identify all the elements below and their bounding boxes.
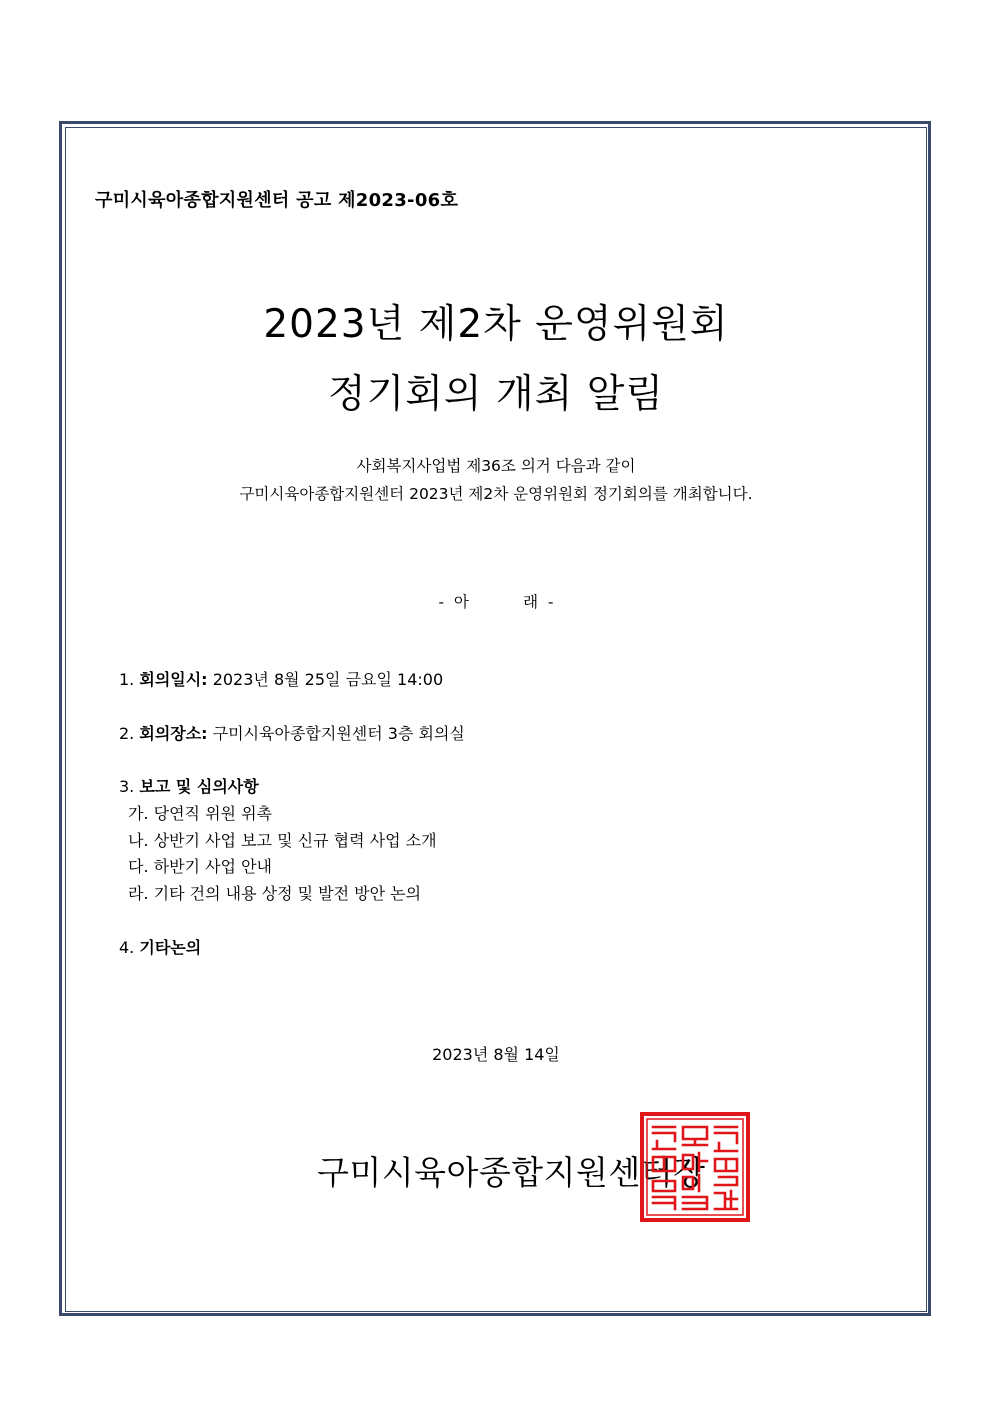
document-title-line-2: 정기회의 개최 알림 [327,372,665,417]
item-value: 2023년 8월 25일 금요일 14:00 [212,670,444,689]
item-number: 2. [119,724,135,743]
item-report-agenda [119,774,259,797]
item-value: 구미시육아종합지원센터 3층 회의실 [212,724,465,743]
item-number: 3. [119,777,135,796]
sub-item: 라. 기타 건의 내용 상정 및 발전 방안 논의 [128,884,422,903]
intro-line-1: 사회복지사업법 제36조 의거 다음과 같이 [356,457,636,475]
document-title-line-1: 2023년 제2차 운영위원회 [263,302,729,347]
document-date: 2023년 8월 14일 [432,1045,560,1064]
sub-item: 나. 상반기 사업 보고 및 신규 협력 사업 소개 [128,831,437,850]
organization-name: 구미시육아종합지원센터장 [317,1153,706,1192]
sub-item: 다. 하반기 사업 안내 [128,857,272,876]
item-label: 보고 및 심의사항 [139,777,259,796]
official-seal-stamp [639,1111,751,1223]
item-meeting-location [119,721,465,744]
item-label: 회의일시: [139,670,208,689]
item-label: 기타논의 [139,938,202,957]
sub-item: 가. 당연직 위원 위촉 [128,804,272,823]
item-meeting-datetime [119,667,443,690]
notice-number: 구미시육아종합지원센터 공고 제2023-06호 [95,190,459,211]
intro-line-2: 구미시육아종합지원센터 2023년 제2차 운영위원회 정기회의를 개최합니다. [239,485,753,503]
item-number: 4. [119,938,135,957]
item-number: 1. [119,670,135,689]
item-label: 회의장소: [139,724,208,743]
below-heading: - 아 래 - [438,593,554,611]
item-other-discussion [119,935,201,958]
